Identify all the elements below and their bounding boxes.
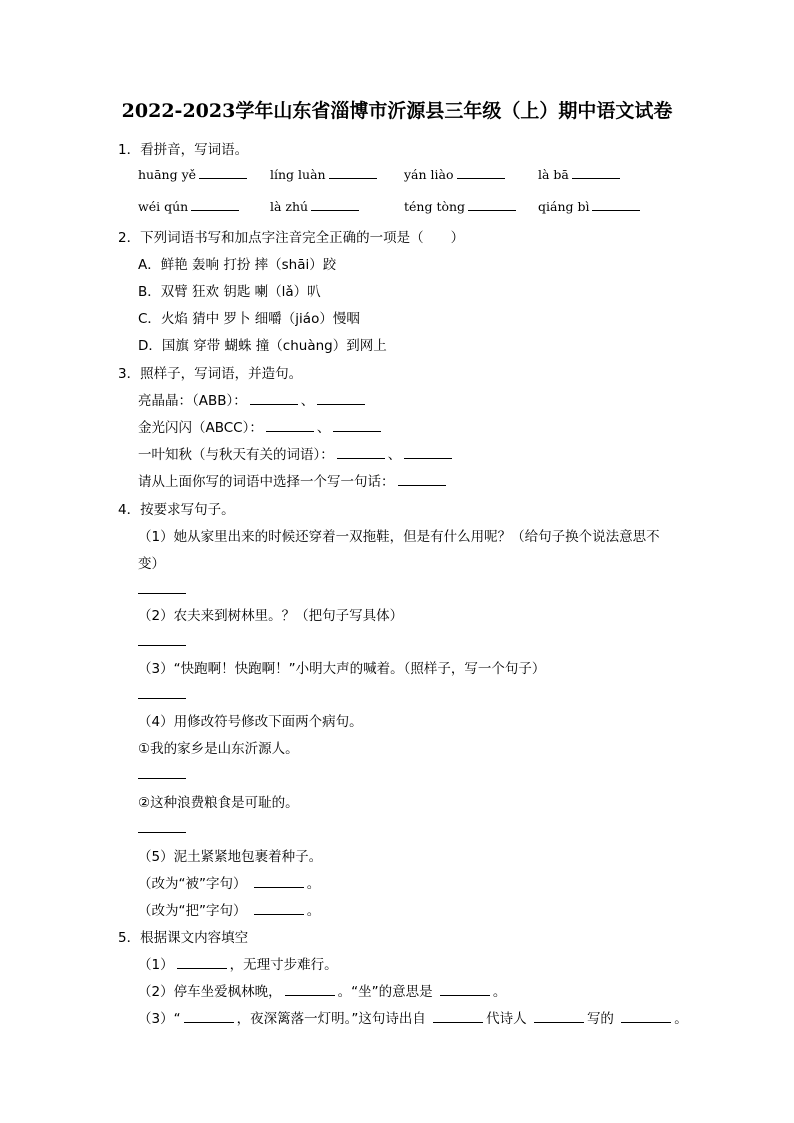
answer-blank[interactable]	[191, 209, 239, 211]
answer-blank[interactable]	[138, 831, 186, 833]
answer-blank[interactable]	[177, 967, 227, 969]
ba-sentence-line: （改为“把”字句） 。	[138, 903, 321, 919]
answer-blank[interactable]	[404, 457, 452, 459]
option-a[interactable]: A．鲜艳 轰响 打扮 摔（shāi）跤	[138, 257, 337, 273]
answer-blank[interactable]	[317, 403, 365, 405]
q4-part-4b: ②这种浪费粮食是可耻的。	[138, 795, 299, 811]
q4-part-1-cont: 变）	[138, 556, 165, 572]
abcc-line: 金光闪闪（ABCC）： 、	[138, 416, 384, 436]
sentence-line: 请从上面你写的词语中选择一个写一句话：	[138, 470, 449, 490]
pinyin-item: líng luàn	[270, 167, 380, 182]
answer-blank[interactable]	[138, 697, 186, 699]
q4-part-4: （4）用修改符号修改下面两个病句。	[138, 714, 363, 730]
option-d[interactable]: D．国旗 穿带 蝴蛛 撞（chuàng）到网上	[138, 338, 387, 354]
q5-part-1: （1） ，无理寸步难行。	[138, 957, 338, 973]
option-b[interactable]: B．双臂 狂欢 钥匙 喇（lǎ）叭	[138, 284, 321, 300]
answer-blank[interactable]	[457, 177, 505, 179]
question-1-stem: 1．看拼音，写词语。	[118, 142, 249, 158]
q4-part-2: （2）农夫来到树林里。？（把句子写具体）	[138, 608, 404, 624]
pinyin-item: yán liào	[404, 167, 508, 182]
question-5-stem: 5．根据课文内容填空	[118, 930, 249, 946]
pinyin-item: téng tòng	[404, 199, 519, 214]
answer-blank[interactable]	[199, 177, 247, 179]
answer-blank[interactable]	[440, 994, 490, 996]
page-title: 2022-2023学年山东省淄博市沂源县三年级（上）期中语文试卷	[121, 100, 673, 122]
q4-part-3: （3）“快跑啊！快跑啊！”小明大声的喊着。（照样子，写一个句子）	[138, 661, 546, 677]
answer-blank[interactable]	[433, 1021, 483, 1023]
pinyin-item: wéi qún	[138, 199, 242, 214]
bei-sentence-line: （改为“被”字句） 。	[138, 876, 321, 892]
pinyin-item: huāng yě	[138, 167, 250, 182]
answer-blank[interactable]	[592, 209, 640, 211]
question-3-stem: 3．照样子，写词语，并造句。	[118, 366, 303, 382]
answer-blank[interactable]	[468, 209, 516, 211]
answer-blank[interactable]	[398, 484, 446, 486]
answer-blank[interactable]	[254, 886, 304, 888]
abb-line: 亮晶晶：（ABB）： 、	[138, 389, 368, 409]
answer-blank[interactable]	[138, 592, 186, 594]
answer-blank[interactable]	[534, 1021, 584, 1023]
answer-blank[interactable]	[329, 177, 377, 179]
answer-blank[interactable]	[311, 209, 359, 211]
answer-blank[interactable]	[572, 177, 620, 179]
q5-part-2: （2）停车坐爱枫林晚， 。“坐”的意思是 。	[138, 984, 507, 1000]
answer-blank[interactable]	[266, 430, 314, 432]
autumn-words-line: 一叶知秋（与秋天有关的词语）： 、	[138, 443, 455, 463]
q5-part-3: （3）“ ，夜深篱落一灯明。”这句诗出自 代诗人 写的 。	[138, 1011, 688, 1027]
answer-blank[interactable]	[337, 457, 385, 459]
pinyin-item: là zhú	[270, 199, 362, 214]
question-2-stem: 2．下列词语书写和加点字注音完全正确的一项是（ ）	[118, 230, 465, 246]
answer-blank[interactable]	[285, 994, 335, 996]
pinyin-item: qiáng bì	[538, 199, 643, 214]
q4-part-5: （5）泥土紧紧地包裹着种子。	[138, 849, 323, 865]
answer-blank[interactable]	[184, 1021, 234, 1023]
answer-blank[interactable]	[138, 644, 186, 646]
q4-part-4a: ①我的家乡是山东沂源人。	[138, 741, 299, 757]
option-c[interactable]: C．火焰 猜中 罗卜 细嚼（jiáo）慢咽	[138, 311, 360, 327]
answer-blank[interactable]	[254, 913, 304, 915]
answer-blank[interactable]	[138, 777, 186, 779]
answer-blank[interactable]	[333, 430, 381, 432]
answer-blank[interactable]	[250, 403, 298, 405]
answer-blank[interactable]	[621, 1021, 671, 1023]
q4-part-1: （1）她从家里出来的时候还穿着一双拖鞋，但是有什么用呢？（给句子换个说法意思不	[138, 529, 660, 545]
question-4-stem: 4．按要求写句子。	[118, 502, 235, 518]
pinyin-item: là bā	[538, 167, 623, 182]
